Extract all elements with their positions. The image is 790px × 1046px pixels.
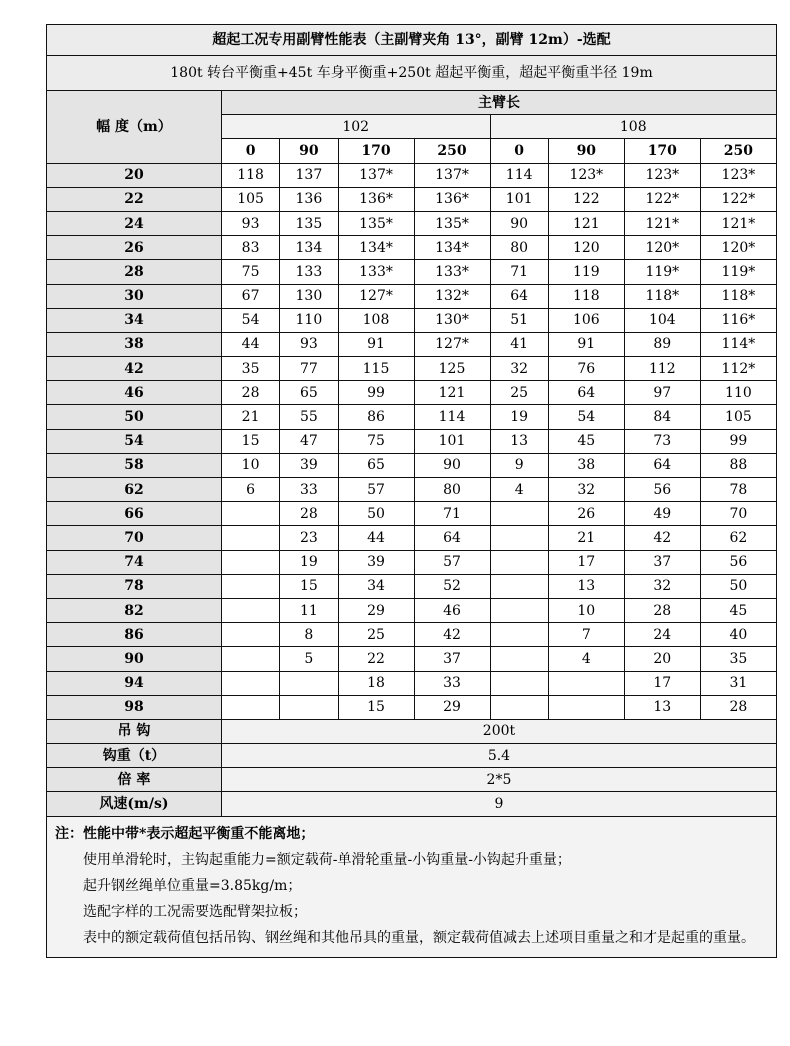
main-boom-header: 主臂长	[221, 91, 776, 115]
counterweight-col-header: 170	[624, 139, 700, 163]
load-cell: 93	[280, 332, 338, 356]
load-cell: 4	[490, 478, 548, 502]
load-cell: 112	[624, 357, 700, 381]
load-cell: 71	[490, 260, 548, 284]
counterweight-col-header: 170	[338, 139, 414, 163]
load-cell: 65	[280, 381, 338, 405]
table-row	[47, 598, 777, 622]
note-line: 起升钢丝绳单位重量=3.85kg/m；	[83, 877, 302, 894]
load-cell: 75	[338, 429, 414, 453]
note-line: 选配字样的工况需要选配臂架拉板；	[83, 903, 307, 920]
amplitude-cell: 58	[47, 453, 222, 477]
load-cell: 64	[624, 453, 700, 477]
load-cell: 50	[700, 574, 776, 598]
load-cell: 78	[700, 478, 776, 502]
table-row	[47, 526, 777, 550]
load-cell: 11	[280, 598, 338, 622]
table-row	[47, 381, 777, 405]
load-cell: 28	[280, 502, 338, 526]
table-row	[47, 429, 777, 453]
table-row	[47, 453, 777, 477]
load-cell: 90	[414, 453, 490, 477]
load-cell	[221, 574, 279, 598]
load-cell: 24	[624, 623, 700, 647]
load-cell: 134*	[338, 236, 414, 260]
load-cell: 22	[338, 647, 414, 671]
table-row	[47, 647, 777, 671]
amplitude-cell: 30	[47, 284, 222, 308]
amplitude-cell: 38	[47, 332, 222, 356]
load-cell: 99	[700, 429, 776, 453]
load-cell: 8	[280, 623, 338, 647]
footer-row	[47, 744, 777, 768]
load-cell: 118*	[624, 284, 700, 308]
load-cell: 101	[490, 187, 548, 211]
footer-row	[47, 792, 777, 816]
amplitude-cell: 28	[47, 260, 222, 284]
load-cell: 21	[221, 405, 279, 429]
load-cell: 40	[700, 623, 776, 647]
amplitude-cell: 26	[47, 236, 222, 260]
load-cell: 125	[414, 357, 490, 381]
amplitude-cell: 86	[47, 623, 222, 647]
load-cell	[221, 502, 279, 526]
load-cell	[221, 623, 279, 647]
load-cell: 110	[280, 308, 338, 332]
footer-value: 200t	[221, 719, 776, 743]
counterweight-col-header: 90	[280, 139, 338, 163]
load-cell: 35	[700, 647, 776, 671]
amplitude-cell: 74	[47, 550, 222, 574]
load-cell	[490, 526, 548, 550]
table-subtitle: 180t 转台平衡重+45t 车身平衡重+250t 超起平衡重，超起平衡重半径 19m	[47, 56, 777, 91]
amplitude-cell: 50	[47, 405, 222, 429]
load-cell: 133*	[338, 260, 414, 284]
load-cell: 17	[624, 671, 700, 695]
footer-label: 钩重（t）	[47, 744, 222, 768]
boom-length-108: 108	[490, 115, 776, 139]
footer-row	[47, 768, 777, 792]
table-row	[47, 357, 777, 381]
footer-row	[47, 719, 777, 743]
load-cell: 114*	[700, 332, 776, 356]
amplitude-cell: 20	[47, 163, 222, 187]
load-cell: 67	[221, 284, 279, 308]
load-cell: 45	[548, 429, 624, 453]
load-cell: 38	[548, 453, 624, 477]
load-cell: 47	[280, 429, 338, 453]
load-cell: 33	[280, 478, 338, 502]
load-cell: 19	[490, 405, 548, 429]
load-cell: 19	[280, 550, 338, 574]
note-line: 表中的额定载荷值包括吊钩、钢丝绳和其他吊具的重量，额定载荷值减去上述项目重量之和才是起重的重量。	[83, 929, 755, 946]
counterweight-col-header: 0	[490, 139, 548, 163]
table-row	[47, 405, 777, 429]
load-cell: 83	[221, 236, 279, 260]
load-cell: 120*	[624, 236, 700, 260]
load-cell: 132*	[414, 284, 490, 308]
load-cell: 115	[338, 357, 414, 381]
load-cell: 133*	[414, 260, 490, 284]
load-cell: 121*	[624, 211, 700, 235]
load-cell	[490, 695, 548, 719]
load-cell: 86	[338, 405, 414, 429]
load-cell: 122	[548, 187, 624, 211]
load-cell: 134*	[414, 236, 490, 260]
load-cell: 135*	[414, 211, 490, 235]
load-cell	[221, 526, 279, 550]
load-cell: 121*	[700, 211, 776, 235]
load-cell: 54	[221, 308, 279, 332]
load-cell: 64	[548, 381, 624, 405]
load-cell: 54	[548, 405, 624, 429]
table-row	[47, 574, 777, 598]
amplitude-cell: 90	[47, 647, 222, 671]
load-cell: 56	[624, 478, 700, 502]
table-row	[47, 211, 777, 235]
load-cell: 15	[221, 429, 279, 453]
load-cell: 28	[700, 695, 776, 719]
load-cell	[490, 550, 548, 574]
note-line: 注：性能中带*表示超起平衡重不能离地；	[55, 825, 315, 842]
load-cell: 119*	[624, 260, 700, 284]
table-row	[47, 695, 777, 719]
load-cell: 70	[700, 502, 776, 526]
load-cell: 52	[414, 574, 490, 598]
amplitude-cell: 62	[47, 478, 222, 502]
amplitude-cell: 34	[47, 308, 222, 332]
load-cell: 32	[624, 574, 700, 598]
notes-block	[46, 817, 777, 958]
load-cell: 31	[700, 671, 776, 695]
load-cell: 56	[700, 550, 776, 574]
load-cell: 46	[414, 598, 490, 622]
amplitude-cell: 42	[47, 357, 222, 381]
load-cell: 64	[490, 284, 548, 308]
load-cell: 76	[548, 357, 624, 381]
load-cell	[548, 695, 624, 719]
load-cell: 33	[414, 671, 490, 695]
load-cell: 91	[338, 332, 414, 356]
load-cell: 89	[624, 332, 700, 356]
load-cell: 118	[221, 163, 279, 187]
load-cell: 65	[338, 453, 414, 477]
amplitude-cell: 82	[47, 598, 222, 622]
load-cell: 5	[280, 647, 338, 671]
load-cell	[490, 574, 548, 598]
amplitude-cell: 46	[47, 381, 222, 405]
load-cell: 123*	[700, 163, 776, 187]
load-cell: 20	[624, 647, 700, 671]
load-cell: 134	[280, 236, 338, 260]
counterweight-col-header: 0	[221, 139, 279, 163]
load-cell: 49	[624, 502, 700, 526]
load-cell: 121	[414, 381, 490, 405]
load-cell: 41	[490, 332, 548, 356]
load-cell: 136	[280, 187, 338, 211]
load-cell: 88	[700, 453, 776, 477]
load-cell: 21	[548, 526, 624, 550]
load-cell: 57	[338, 478, 414, 502]
amplitude-cell: 54	[47, 429, 222, 453]
footer-label: 吊 钩	[47, 719, 222, 743]
load-cell	[490, 671, 548, 695]
load-cell: 9	[490, 453, 548, 477]
load-cell: 42	[624, 526, 700, 550]
load-cell: 77	[280, 357, 338, 381]
load-cell: 135	[280, 211, 338, 235]
load-cell: 91	[548, 332, 624, 356]
load-cell: 104	[624, 308, 700, 332]
load-cell	[221, 550, 279, 574]
table-row	[47, 187, 777, 211]
load-cell: 80	[490, 236, 548, 260]
load-cell: 15	[280, 574, 338, 598]
load-cell: 127*	[338, 284, 414, 308]
amplitude-cell: 66	[47, 502, 222, 526]
load-cell: 99	[338, 381, 414, 405]
amplitude-cell: 70	[47, 526, 222, 550]
amplitude-cell: 98	[47, 695, 222, 719]
load-cell	[221, 695, 279, 719]
load-cell: 105	[221, 187, 279, 211]
note-line: 使用单滑轮时，主钩起重能力=额定载荷-单滑轮重量-小钩重量-小钩起升重量；	[83, 851, 571, 868]
load-cell: 45	[700, 598, 776, 622]
load-cell: 37	[414, 647, 490, 671]
load-cell: 135*	[338, 211, 414, 235]
amplitude-cell: 22	[47, 187, 222, 211]
counterweight-col-header: 250	[414, 139, 490, 163]
load-cell: 130	[280, 284, 338, 308]
load-cell: 13	[490, 429, 548, 453]
load-cell: 137	[280, 163, 338, 187]
load-cell: 114	[490, 163, 548, 187]
table-row	[47, 308, 777, 332]
performance-table	[46, 24, 777, 817]
load-cell: 29	[414, 695, 490, 719]
load-cell	[221, 671, 279, 695]
load-cell: 55	[280, 405, 338, 429]
load-cell: 97	[624, 381, 700, 405]
load-cell: 121	[548, 211, 624, 235]
load-cell: 4	[548, 647, 624, 671]
amplitude-header: 幅 度（m）	[47, 91, 222, 164]
amplitude-cell: 94	[47, 671, 222, 695]
load-cell: 25	[490, 381, 548, 405]
table-row	[47, 284, 777, 308]
table-title: 超起工况专用副臂性能表（主副臂夹角 13°，副臂 12m）-选配	[47, 25, 777, 56]
load-cell: 137*	[338, 163, 414, 187]
load-cell: 108	[338, 308, 414, 332]
table-row	[47, 502, 777, 526]
footer-label: 风速(m/s)	[47, 792, 222, 816]
load-cell: 123*	[548, 163, 624, 187]
table-row	[47, 332, 777, 356]
counterweight-col-header: 90	[548, 139, 624, 163]
load-cell: 39	[280, 453, 338, 477]
load-cell: 32	[548, 478, 624, 502]
load-cell: 23	[280, 526, 338, 550]
footer-value: 5.4	[221, 744, 776, 768]
amplitude-cell: 78	[47, 574, 222, 598]
amplitude-cell: 24	[47, 211, 222, 235]
load-cell: 130*	[414, 308, 490, 332]
load-cell: 105	[700, 405, 776, 429]
footer-value: 9	[221, 792, 776, 816]
load-cell: 15	[338, 695, 414, 719]
load-cell: 42	[414, 623, 490, 647]
footer-value: 2*5	[221, 768, 776, 792]
load-cell	[490, 502, 548, 526]
load-cell: 119*	[700, 260, 776, 284]
load-cell: 34	[338, 574, 414, 598]
load-cell: 29	[338, 598, 414, 622]
load-cell: 93	[221, 211, 279, 235]
load-cell: 17	[548, 550, 624, 574]
load-cell	[548, 671, 624, 695]
load-cell	[221, 598, 279, 622]
load-cell: 10	[548, 598, 624, 622]
load-cell: 112*	[700, 357, 776, 381]
table-row	[47, 671, 777, 695]
table-row	[47, 623, 777, 647]
load-cell: 35	[221, 357, 279, 381]
load-cell: 6	[221, 478, 279, 502]
boom-length-102: 102	[221, 115, 490, 139]
load-cell: 57	[414, 550, 490, 574]
load-cell: 110	[700, 381, 776, 405]
footer-label: 倍 率	[47, 768, 222, 792]
load-cell: 50	[338, 502, 414, 526]
performance-sheet	[46, 24, 777, 958]
load-cell: 136*	[414, 187, 490, 211]
load-cell: 10	[221, 453, 279, 477]
load-cell: 75	[221, 260, 279, 284]
load-cell: 120	[548, 236, 624, 260]
load-cell: 18	[338, 671, 414, 695]
load-cell: 101	[414, 429, 490, 453]
load-cell: 122*	[700, 187, 776, 211]
load-cell: 136*	[338, 187, 414, 211]
load-cell: 37	[624, 550, 700, 574]
load-cell: 127*	[414, 332, 490, 356]
counterweight-col-header: 250	[700, 139, 776, 163]
load-cell: 122*	[624, 187, 700, 211]
table-row	[47, 478, 777, 502]
load-cell	[490, 623, 548, 647]
load-cell	[490, 647, 548, 671]
load-cell: 26	[548, 502, 624, 526]
load-cell: 51	[490, 308, 548, 332]
load-cell: 39	[338, 550, 414, 574]
table-row	[47, 163, 777, 187]
table-row	[47, 260, 777, 284]
load-cell: 28	[221, 381, 279, 405]
table-row	[47, 550, 777, 574]
load-cell: 44	[221, 332, 279, 356]
load-cell: 118	[548, 284, 624, 308]
load-cell: 71	[414, 502, 490, 526]
load-cell: 64	[414, 526, 490, 550]
load-cell: 32	[490, 357, 548, 381]
load-cell: 90	[490, 211, 548, 235]
load-cell: 44	[338, 526, 414, 550]
load-cell	[280, 695, 338, 719]
load-cell	[280, 671, 338, 695]
load-cell: 28	[624, 598, 700, 622]
load-cell: 116*	[700, 308, 776, 332]
load-cell: 7	[548, 623, 624, 647]
load-cell: 25	[338, 623, 414, 647]
load-cell: 62	[700, 526, 776, 550]
load-cell: 13	[624, 695, 700, 719]
load-cell: 114	[414, 405, 490, 429]
load-cell: 123*	[624, 163, 700, 187]
load-cell: 73	[624, 429, 700, 453]
load-cell: 119	[548, 260, 624, 284]
load-cell	[490, 598, 548, 622]
load-cell: 84	[624, 405, 700, 429]
load-cell: 133	[280, 260, 338, 284]
table-row	[47, 236, 777, 260]
load-cell: 137*	[414, 163, 490, 187]
load-cell: 106	[548, 308, 624, 332]
load-cell: 13	[548, 574, 624, 598]
load-cell: 80	[414, 478, 490, 502]
load-cell: 118*	[700, 284, 776, 308]
load-cell: 120*	[700, 236, 776, 260]
load-cell	[221, 647, 279, 671]
